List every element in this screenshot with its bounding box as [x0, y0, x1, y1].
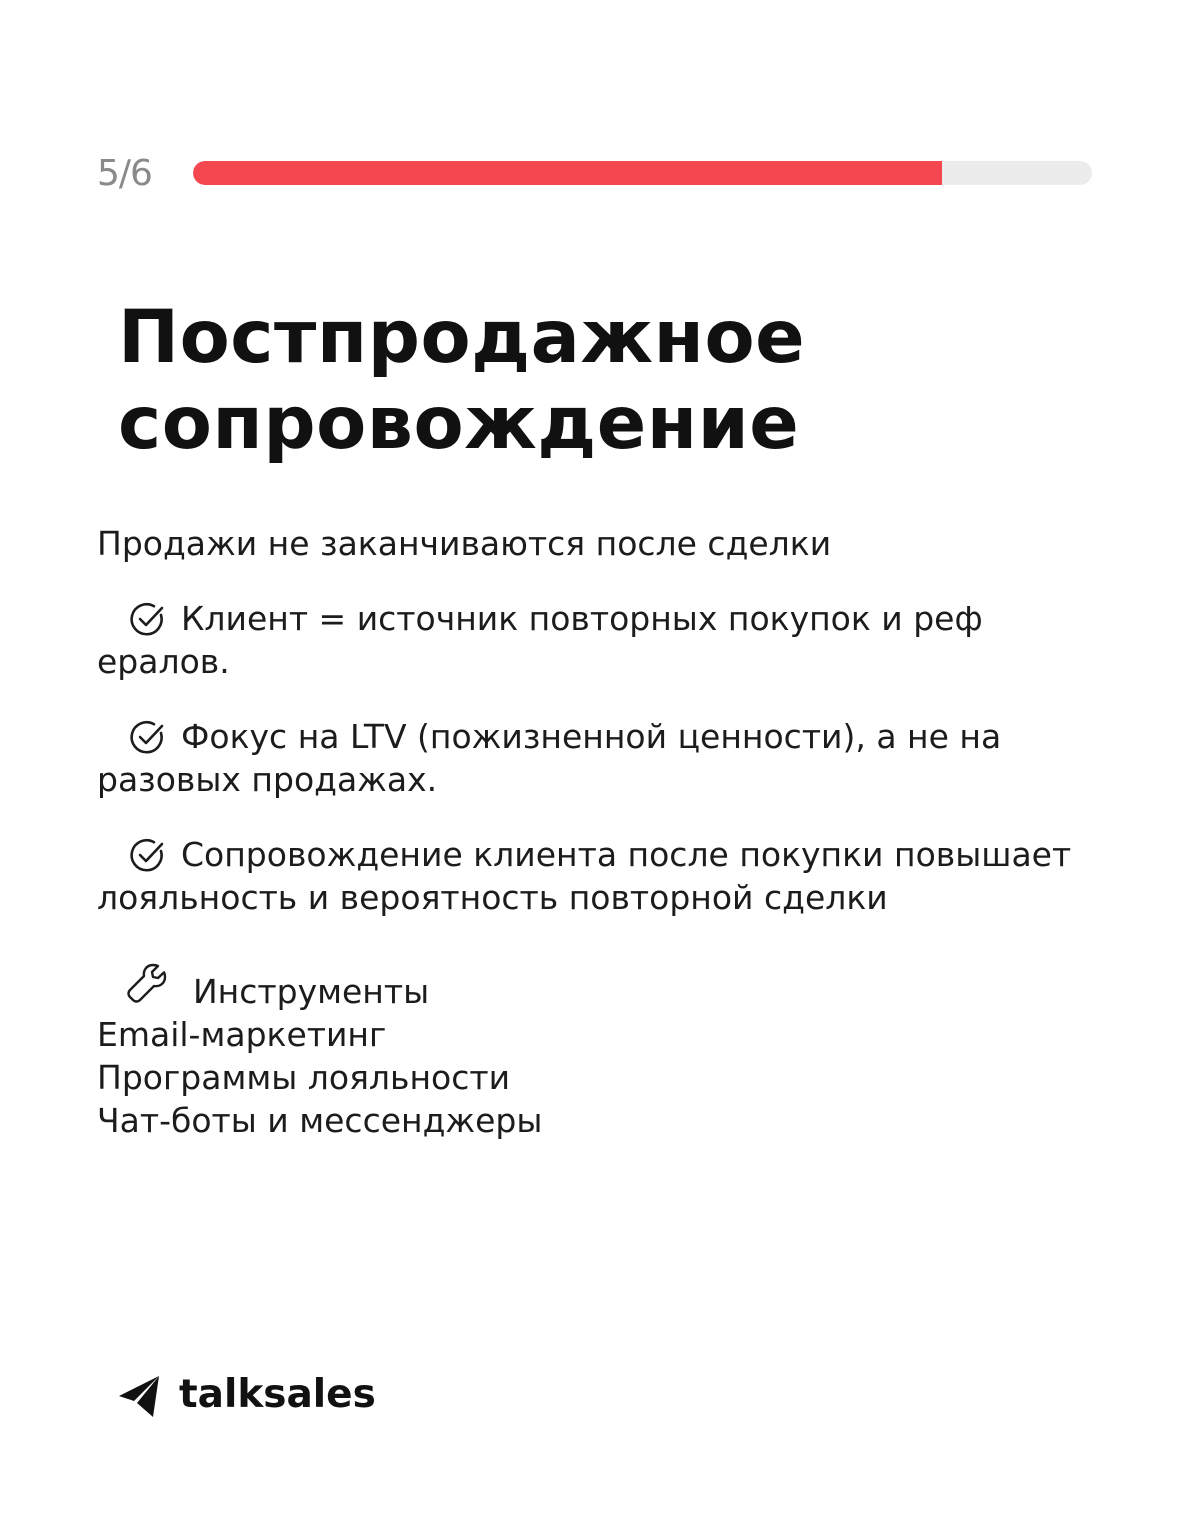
tools-item: Чат-боты и мессенджеры [97, 1101, 543, 1140]
progress-bar [193, 161, 1092, 185]
progress-row [97, 150, 1092, 196]
point-item [97, 833, 1097, 919]
tools-item: Email-маркетинг [97, 1015, 387, 1054]
point-item [97, 597, 1097, 683]
tools-item: Программы лояльности [97, 1058, 511, 1097]
slide-counter: 5/6 [97, 153, 152, 194]
wrench-icon [123, 959, 171, 1007]
point-text: Фокус на LTV (пожизненной ценности), а не на разовых продажах. [97, 717, 1002, 799]
progress-bar-fill [193, 161, 942, 185]
page-title-line-1: Постпродажное [118, 295, 806, 380]
point-text: Клиент = источник повторных покупок и реф ералов. [97, 599, 983, 681]
check-circle-icon [127, 599, 167, 639]
page-title [118, 295, 1018, 467]
tools-section [97, 959, 1097, 1142]
point-item [97, 715, 1097, 801]
check-circle-icon [127, 835, 167, 875]
intro-text: Продажи не заканчиваются после сделки [97, 524, 832, 563]
paper-plane-icon [117, 1374, 161, 1418]
brand-name: talksales [179, 1372, 376, 1417]
check-circle-icon [127, 717, 167, 757]
tools-heading: Инструменты [193, 972, 430, 1011]
content [97, 522, 1097, 1142]
point-text: Сопровождение клиента после покупки повышает лояльность и вероятность повторной сделки [97, 835, 1072, 917]
page-title-line-2: сопровождение [118, 381, 800, 466]
